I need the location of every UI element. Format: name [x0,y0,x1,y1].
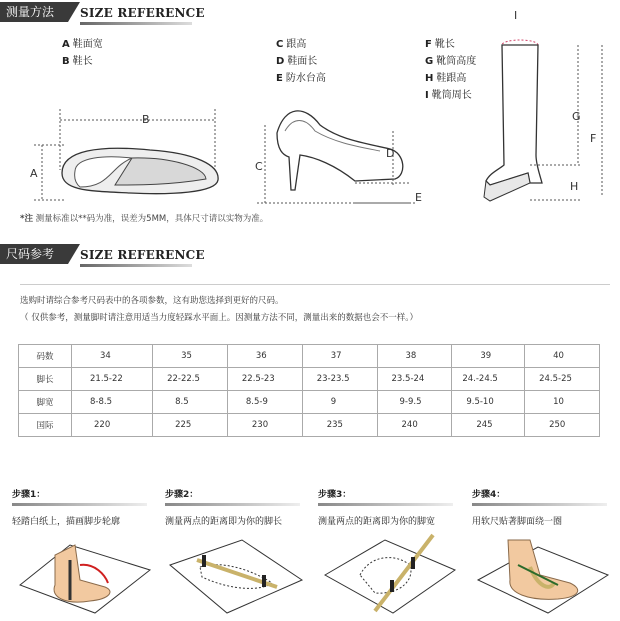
step-divider [318,503,453,506]
legend-item-f: F 靴长 [425,39,455,50]
step-2 [165,487,305,527]
step-label: 步骤4： [472,490,506,500]
step-label: 步骤3： [318,490,352,500]
legend-item-i: I 靴筒周长 [425,90,472,101]
legend-item-h: H 鞋跟高 [425,73,467,84]
legend-item-c: C 跟高 [276,39,307,50]
table-cell: 225 [153,414,228,437]
step-3 [318,487,463,527]
section-title-text: 测量方法 [6,5,55,19]
legend-item-g: G 靴筒高度 [425,56,477,67]
table-cell: 34 [72,345,153,368]
step-4-illustration [468,525,613,617]
section-divider [80,22,192,25]
table-cell: 230 [227,414,302,437]
row-header: 脚长 [19,368,72,391]
size-intro [20,284,610,327]
dim-e: E [415,191,422,204]
dim-d: D [386,147,395,160]
table-cell: 9-9.5 [377,391,452,414]
legend-item-b: B 鞋长 [62,56,93,67]
section-subtitle: SIZE REFERENCE [80,248,205,262]
table-cell: 9.5-10 [452,391,525,414]
step-label: 步骤2： [165,490,199,500]
dim-a: A [30,167,38,180]
table-cell: 250 [525,414,600,437]
table-cell: 39 [452,345,525,368]
table-cell: 10 [525,391,600,414]
section-title-size [0,244,68,264]
table-cell: 40 [525,345,600,368]
dim-f: F [590,132,597,145]
step-divider [472,503,607,506]
table-cell: 35 [153,345,228,368]
note-mark: *注 [20,214,33,224]
row-header: 脚宽 [19,391,72,414]
step-divider [165,503,300,506]
step-divider [12,503,147,506]
table-row [19,345,600,368]
table-row [19,368,600,391]
table-cell: 24.5-25 [525,368,600,391]
table-cell: 21.5-22 [72,368,153,391]
step-1 [12,487,152,527]
step-3-illustration [315,525,460,617]
table-cell: 9 [302,391,377,414]
section-title-text: 尺码参考 [6,247,55,261]
table-cell: 24.-24.5 [452,368,525,391]
intro-line-2: （ 仅供参考，测量脚时请注意用适当力度轻踩水平面上。因测量方法不同，测量出来的数据也会不一样。） [20,313,418,323]
legend-item-e: E 防水台高 [276,73,326,84]
section-title-measure [0,2,68,22]
table-cell: 22.5-23 [227,368,302,391]
table-cell: 235 [302,414,377,437]
table-cell: 8.5 [153,391,228,414]
row-header: 码数 [19,345,72,368]
table-cell: 38 [377,345,452,368]
flat-shoe-diagram [20,95,230,210]
step-caption: 轻踏白纸上，描画脚步轮廓 [12,517,121,527]
step-2-illustration [162,525,307,617]
table-cell: 220 [72,414,153,437]
table-row [19,414,600,437]
legend-boot [425,36,476,104]
table-cell: 37 [302,345,377,368]
legend-item-a: A 鞋面宽 [62,39,103,50]
table-cell: 22-22.5 [153,368,228,391]
section-subtitle: SIZE REFERENCE [80,6,205,20]
step-1-illustration [10,525,155,617]
intro-line-1: 选购时请综合参考尺码表中的各项参数，这有助您选择到更好的尺码。 [20,296,284,306]
note-text: 测量标准以**码为准，误差为5MM，具体尺寸请以实物为准。 [35,214,269,224]
step-4 [472,487,617,527]
section-divider [80,264,192,267]
step-label: 步骤1： [12,490,46,500]
table-cell: 23.5-24 [377,368,452,391]
legend-item-d: D 鞋面长 [276,56,318,67]
size-table [18,344,600,437]
legend-flat-shoe [62,36,103,70]
table-cell: 240 [377,414,452,437]
measure-note [20,212,268,224]
dim-h: H [570,180,579,193]
dim-i: I [514,9,518,22]
step-caption: 测量两点的距离即为你的脚长 [165,517,283,527]
step-caption: 测量两点的距离即为你的脚宽 [318,517,436,527]
table-cell: 8-8.5 [72,391,153,414]
dim-g: G [572,110,581,123]
table-row [19,391,600,414]
row-header: 国际 [19,414,72,437]
dim-b: B [142,113,150,126]
boot-diagram [470,5,615,210]
step-caption: 用软尺贴著脚面绕一圈 [472,517,563,527]
table-cell: 23-23.5 [302,368,377,391]
table-cell: 8.5-9 [227,391,302,414]
legend-heel-shoe [276,36,326,87]
table-cell: 36 [227,345,302,368]
table-cell: 245 [452,414,525,437]
heel-shoe-diagram [245,95,435,210]
dim-c: C [255,160,263,173]
